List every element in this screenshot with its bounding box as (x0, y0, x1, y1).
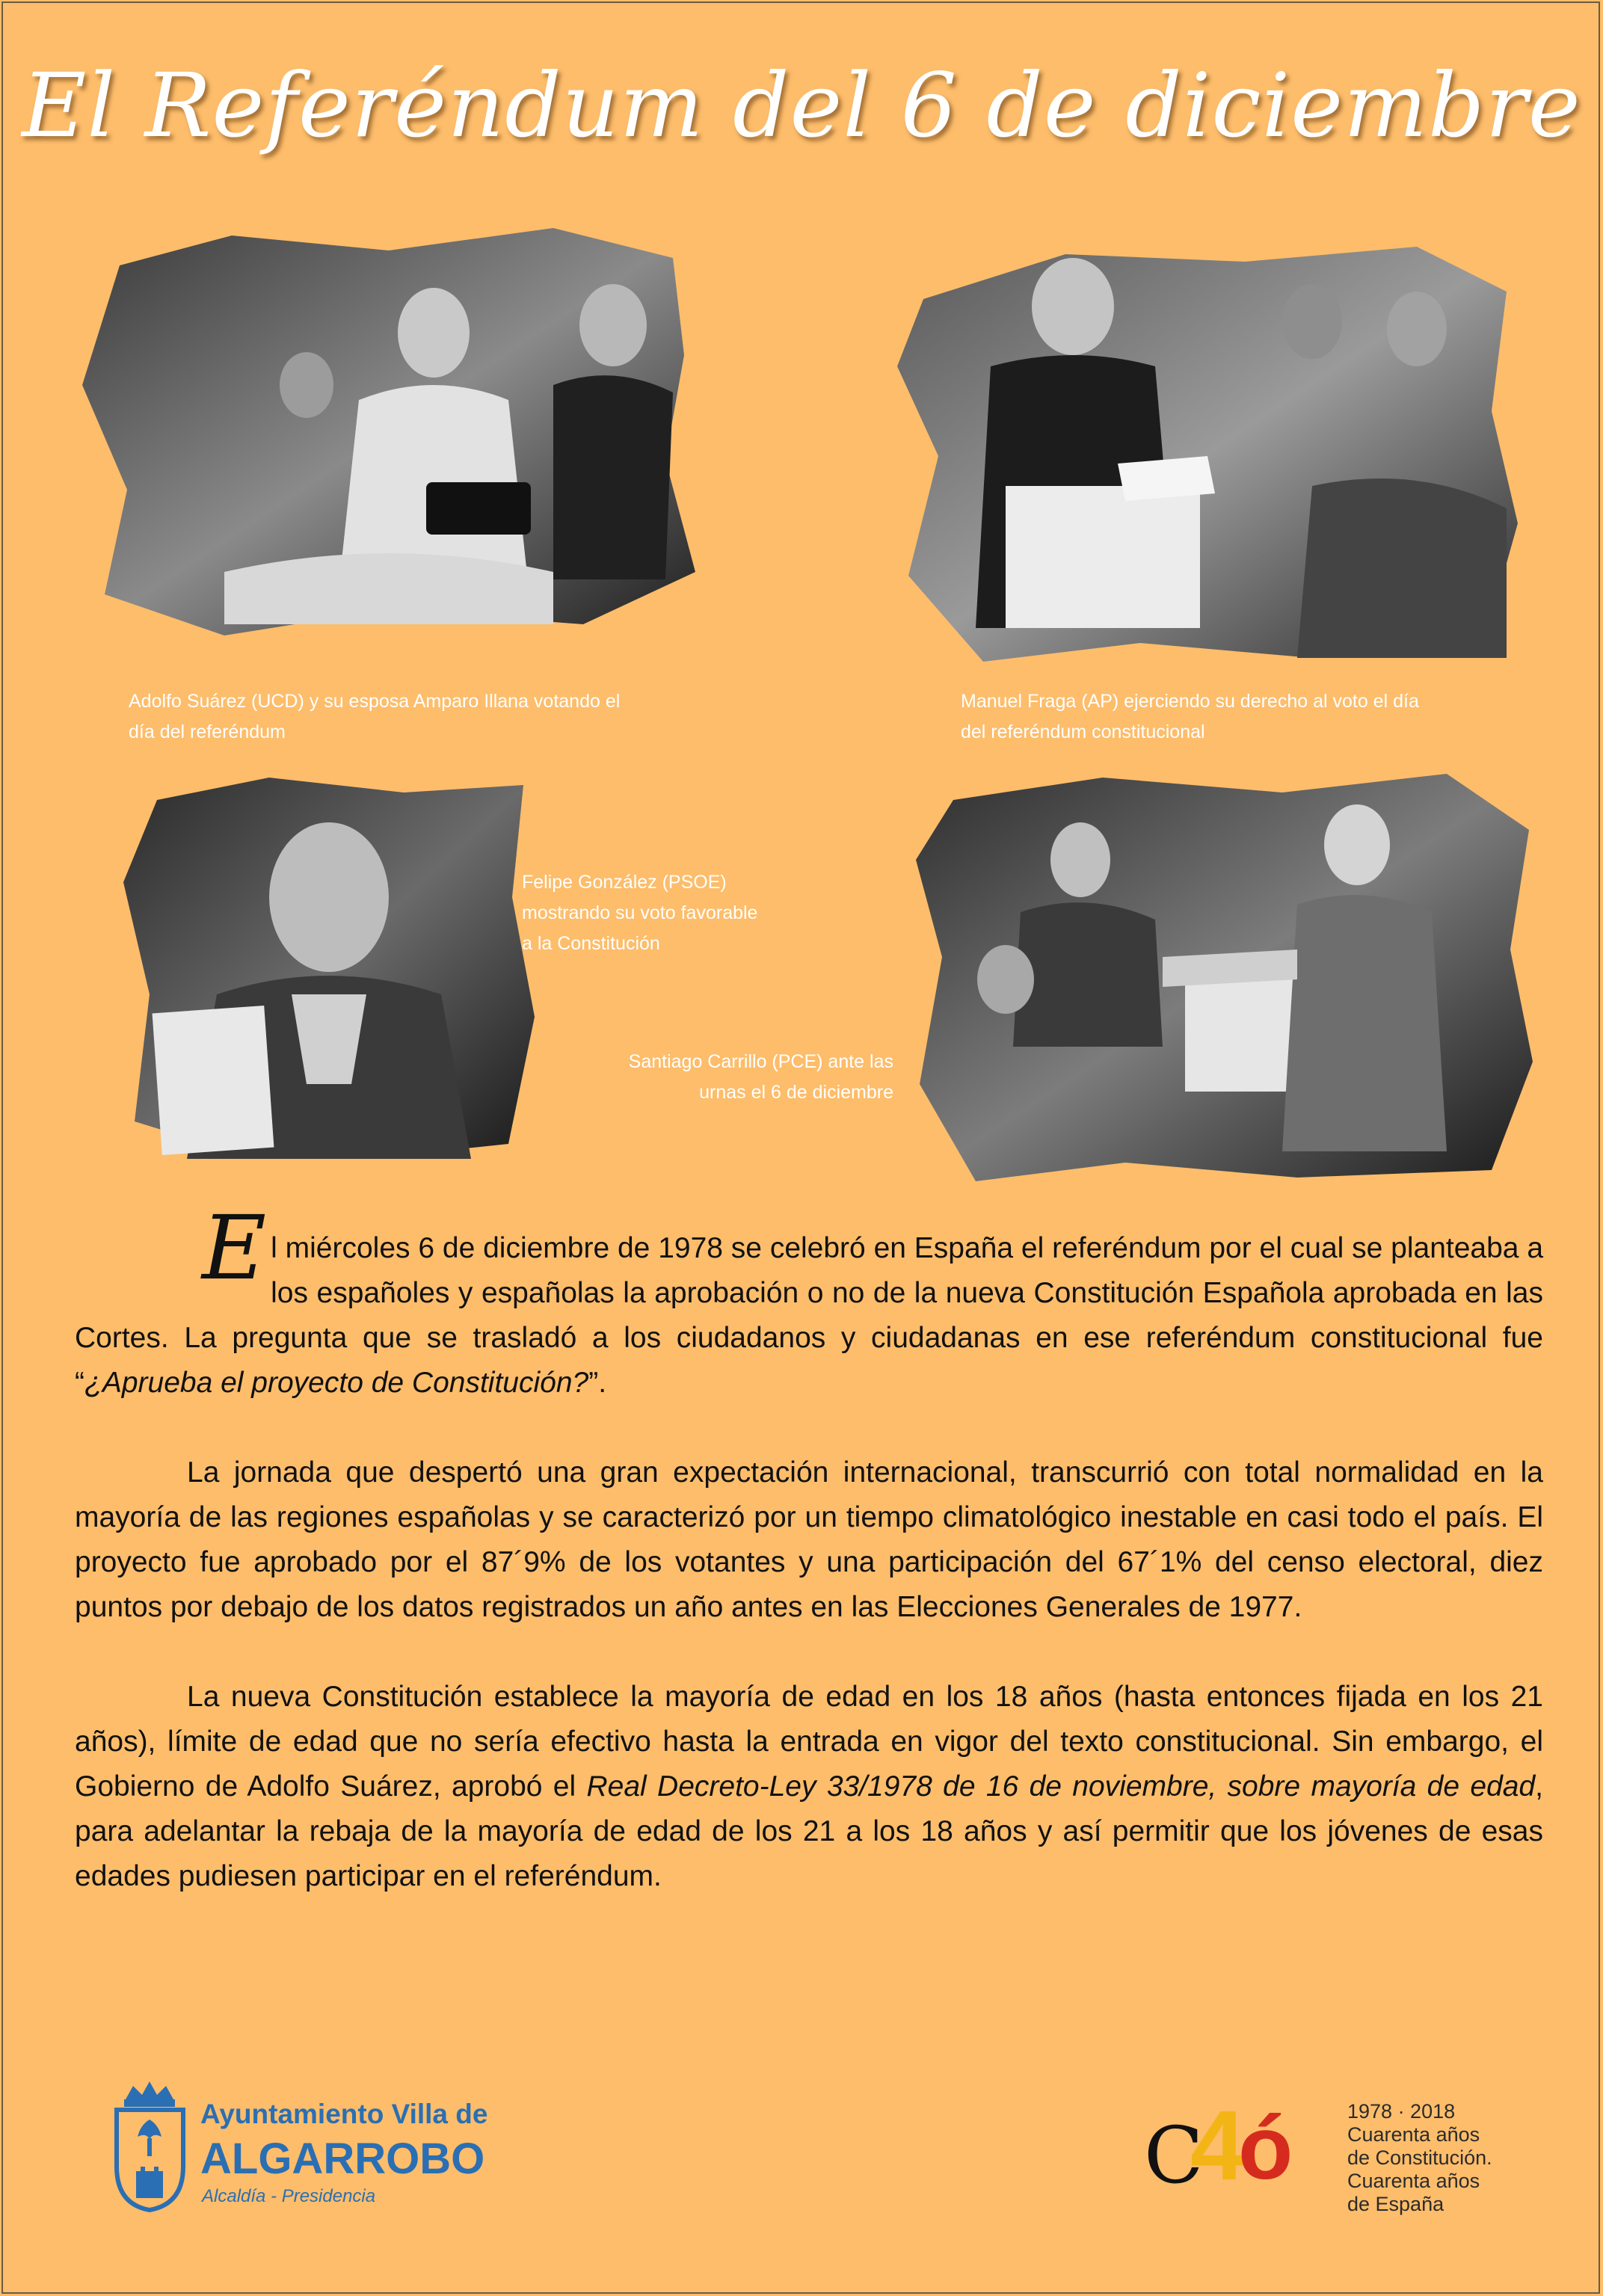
c40-tagline-line: Cuarenta años (1347, 2170, 1480, 2192)
paragraph-1-text-a: l miércoles 6 de diciembre de 1978 se celebró en España el referéndum por el cual se planteaba a los españoles y españolas la aprobación o no de la nueva Constitución Española aprobada en las Cortes. La pregunta que se trasladó a los ciudadanos y ciudadanas en ese referéndum constitucional fue “ (75, 1232, 1544, 1399)
caption-suarez-line: día del referéndum (129, 721, 286, 742)
paragraph-3-text-b: , para adelantar la rebaja de la mayoría de edad de los 21 a los 18 años y así permitir que los jóvenes de esas edades pudiesen participar en el referéndum. (75, 1770, 1543, 1892)
caption-gonzalez-line: a la Constitución (522, 933, 660, 954)
photo-gonzalez-image (120, 770, 538, 1166)
caption-carrillo-line: Santiago Carrillo (PCE) ante las (628, 1051, 893, 1072)
alcaldia-label: Alcaldía - Presidencia (202, 2186, 376, 2206)
page-title: El Referéndum del 6 de diciembre (22, 54, 1581, 157)
photo-carrillo (908, 763, 1536, 1181)
photo-gonzalez (120, 770, 538, 1166)
photo-fraga-image (893, 239, 1522, 665)
caption-carrillo (553, 1047, 893, 1108)
coat-of-arms-icon (111, 2078, 189, 2213)
algarrobo-label: ALGARROBO (200, 2135, 485, 2183)
c40-logo (1144, 2082, 1533, 2232)
drop-cap: E (202, 1196, 267, 1299)
c40-tagline-line: de Constitución. (1347, 2146, 1492, 2169)
photo-suarez (75, 221, 703, 639)
paragraph-2 (75, 1450, 1543, 1630)
paragraph-1-text-b: ”. (588, 1367, 607, 1399)
caption-fraga (961, 686, 1574, 748)
caption-gonzalez-line: mostrando su voto favorable (522, 902, 758, 923)
c40-mark (1144, 2090, 1323, 2202)
caption-fraga-line: del referéndum constitucional (961, 721, 1205, 742)
referendum-question: ¿Aprueba el proyecto de Constitución? (84, 1367, 589, 1399)
algarrobo-logo (111, 2078, 544, 2213)
c40-tagline-line: de España (1347, 2193, 1444, 2215)
paragraph-3-text-a: La nueva Constitución establece la mayoría de edad en los 18 años (hasta entonces fijada en los 21 años), límite de edad que no sería efectivo hasta la entrada en vigor del texto constitucional. Sin embargo, el Gobierno de Adolfo Suárez, aprobó el (75, 1681, 1543, 1803)
caption-suarez-line: Adolfo Suárez (UCD) y su esposa Amparo Illana votando el (129, 691, 621, 712)
ayuntamiento-label: Ayuntamiento Villa de (200, 2099, 488, 2129)
caption-carrillo-line: urnas el 6 de diciembre (699, 1082, 893, 1103)
caption-gonzalez (522, 867, 836, 959)
paragraph-1 (75, 1196, 1544, 1406)
c40-tagline (1347, 2100, 1492, 2216)
photo-carrillo-image (908, 763, 1536, 1181)
c40-tagline-line: Cuarenta años (1347, 2123, 1480, 2146)
paragraph-2-text: La jornada que despertó una gran expectación internacional, transcurrió con total normalidad en la mayoría de las regiones españolas y se caracterizó por un tiempo climatológico inestable en casi todo el país. El proyecto fue aprobado por el 87´9% de los votantes y una participación del 67´1% del censo electoral, diez puntos por debajo de los datos registrados un año antes en las Elecciones Generales de 1977. (75, 1456, 1543, 1623)
caption-suarez (129, 686, 742, 748)
c40-tagline-line: 1978 · 2018 (1347, 2100, 1456, 2123)
law-reference: Real Decreto-Ley 33/1978 de 16 de noviembre, sobre mayoría de edad (586, 1770, 1536, 1803)
c40-digit-4: 4 (1190, 2090, 1246, 2200)
photo-suarez-image (75, 221, 703, 639)
caption-fraga-line: Manuel Fraga (AP) ejerciendo su derecho al voto el día (961, 691, 1419, 712)
body-text (75, 1196, 1544, 1944)
paragraph-3 (75, 1675, 1543, 1899)
c40-letter-c: C (1144, 2110, 1204, 2201)
caption-gonzalez-line: Felipe González (PSOE) (522, 872, 727, 893)
c40-letter-o: ó (1238, 2098, 1293, 2198)
photo-fraga (893, 239, 1522, 665)
